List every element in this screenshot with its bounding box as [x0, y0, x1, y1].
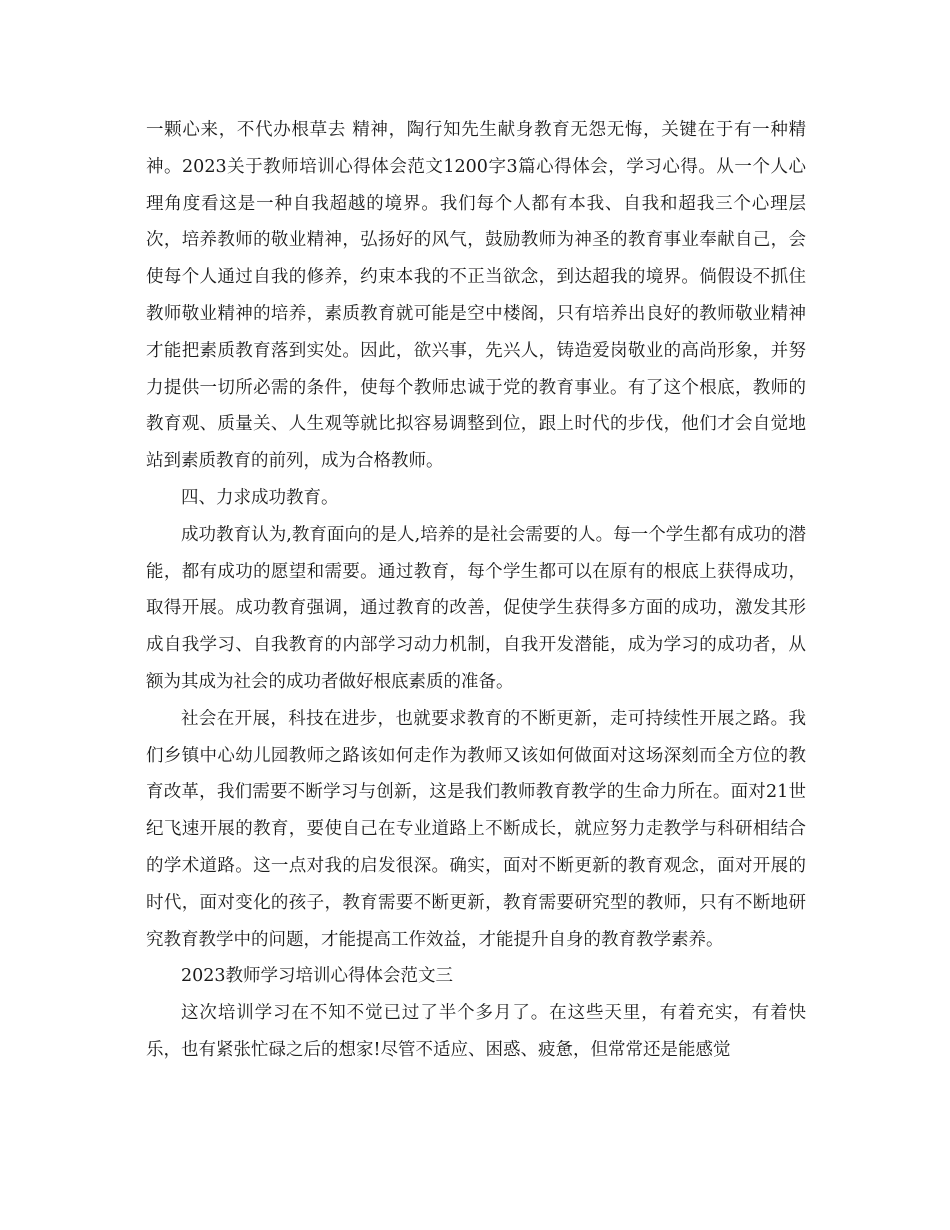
document-body	[146, 112, 806, 1069]
paragraph-success-education: 成功教育认为,教育面向的是人,培养的是社会需要的人。每一个学生都有成功的潜能，都有成功的愿望和需要。通过教育，每个学生都可以在原有的根底上获得成功，取得开展。成功教育强调，通过教育的改善，促使学生获得多方面的成功，激发其形成自我学习、自我教育的内部学习动力机制，自我开发潜能，成为学习的成功者，从额为其成为社会的成功者做好根底素质的准备。	[146, 524, 806, 692]
paragraph-continuation: 一颗心来，不代办根草去 精神，陶行知先生献身教育无怨无悔，关键在于有一种精神。2023关于教师培训心得体会范文1200字3篇心得体会，学习心得。从一个人心理角度看这是一种自我超越的境界。我们每个人都有本我、自我和超我三个心理层次，培养教师的敬业精神，弘扬好的风气，鼓励教师为神圣的教育事业奉献自己，会使每个人通过自我的修养，约束本我的不正当欲念，到达超我的境界。倘假设不抓住教师敬业精神的培养，素质教育就可能是空中楼阁，只有培养出良好的教师敬业精神才能把素质教育落到实处。因此，欲兴事，先兴人，铸造爱岗敬业的高尚形象，并努力提供一切所必需的条件，使每个教师忠诚于党的教育事业。有了这个根底，教师的教育观、质量关、人生观等就比拟容易调整到位，跟上时代的步伐，他们才会自觉地站到素质教育的前列，成为合格教师。	[146, 120, 806, 472]
paragraph-training-reflection: 这次培训学习在不知不觉已过了半个多月了。在这些天里，有着充实，有着快乐，也有紧张忙碌之后的想家!尽管不适应、困惑、疲惫，但常常还是能感觉	[146, 1003, 806, 1060]
paragraph-social-development: 社会在开展，科技在进步，也就要求教育的不断更新，走可持续性开展之路。我们乡镇中心幼儿园教师之路该如何走作为教师又该如何做面对这场深刻而全方位的教育改革，我们需要不断学习与创新，这是我们教师教育教学的生命力所在。面对21世纪飞速开展的教育，要使自己在专业道路上不断成长，就应努力走教学与科研相结合的学术道路。这一点对我的启发很深。确实，面对不断更新的教育观念，面对开展的时代，面对变化的孩子，教育需要不断更新，教育需要研究型的教师，只有不断地研究教育教学中的问题，才能提高工作效益，才能提升自身的教育教学素养。	[146, 708, 806, 950]
section-heading-success-education: 四、力求成功教育。	[181, 487, 339, 508]
section-heading-sample-three: 2023教师学习培训心得体会范文三	[181, 966, 454, 987]
